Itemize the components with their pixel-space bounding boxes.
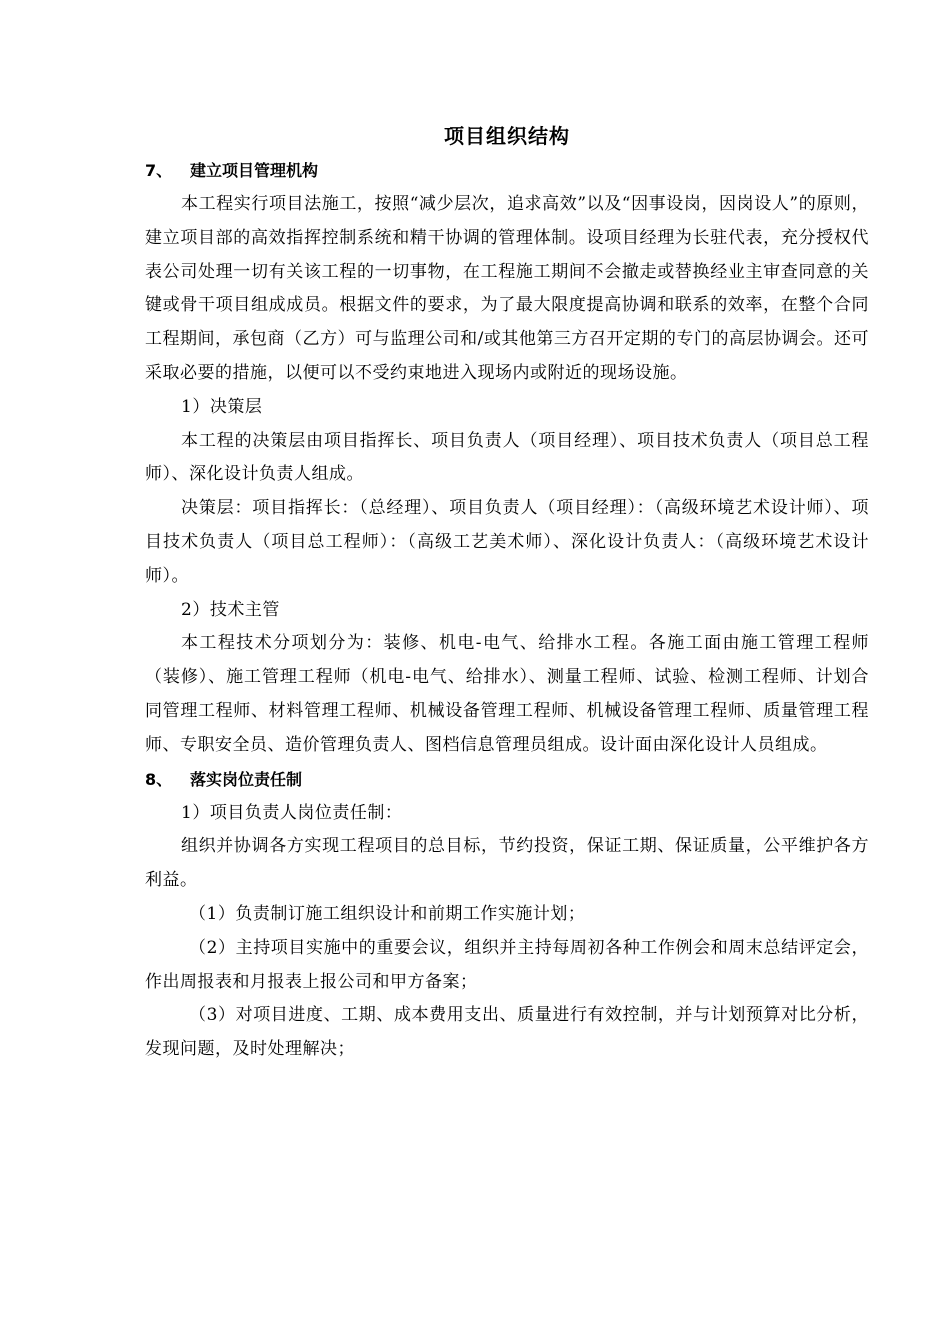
- duty-item: （1）负责制订施工组织设计和前期工作实施计划；: [189, 903, 586, 924]
- section-8-heading: [145, 763, 869, 797]
- section-7-heading: [145, 154, 869, 188]
- page-content: [145, 118, 869, 1067]
- tech-lead-heading: 2）技术主管: [181, 599, 280, 620]
- section-7-title: 建立项目管理机构: [190, 161, 319, 180]
- duty-item: （2）主持项目实施中的重要会议，组织并主持每周初各种工作例会和周末总结评定会，作出周报表和月报表上报公司和甲方备案；: [145, 937, 869, 992]
- section-8-title: 落实岗位责任制: [190, 769, 303, 789]
- page-title: 项目组织结构: [444, 124, 570, 148]
- section-7-number: 7、: [145, 161, 173, 180]
- decision-layer-heading: 1）决策层: [181, 396, 263, 417]
- pm-responsibility-text: 组织并协调各方实现工程项目的总目标，节约投资，保证工期、保证质量，公平维护各方利益。: [145, 836, 869, 891]
- decision-layer-text: 本工程的决策层由项目指挥长、项目负责人（项目经理）、项目技术负责人（项目总工程师）、深化设计负责人组成。: [145, 430, 869, 485]
- tech-lead-text: 本工程技术分项划分为：装修、机电-电气、给排水工程。各施工面由施工管理工程师（装修）、施工管理工程师（机电-电气、给排水）、测量工程师、试验、检测工程师、计划合同管理工程师、材料管理工程师、机械设备管理工程师、机械设备管理工程师、质量管理工程师、专职安全员、造价管理负责人、图档信息管理员组成。设计面由深化设计人员组成。: [145, 633, 869, 755]
- section-7-intro: 本工程实行项目法施工，按照“减少层次，追求高效”以及“因事设岗，因岗设人”的原则，建立项目部的高效指挥控制系统和精干协调的管理体制。设项目经理为长驻代表，充分授权代表公司处理一切有关该工程的一切事物，在工程施工期间不会撤走或替换经业主审查同意的关键或骨干项目组成成员。根据文件的要求，为了最大限度提高协调和联系的效率，在整个合同工程期间，承包商（乙方）可与监理公司和/或其他第三方召开定期的专门的高层协调会。还可采取必要的措施，以便可以不受约束地进入现场内或附近的现场设施。: [145, 194, 869, 383]
- pm-responsibility-heading: 1）项目负责人岗位责任制：: [181, 802, 403, 823]
- duty-item: （3）对项目进度、工期、成本费用支出、质量进行有效控制，并与计划预算对比分析，发现问题，及时处理解决；: [145, 1005, 869, 1060]
- section-8-number: 8、: [145, 769, 173, 789]
- decision-layer-roles: 决策层：项目指挥长：（总经理）、项目负责人（项目经理）：（高级环境艺术设计师）、项目技术负责人（项目总工程师）：（高级工艺美术师）、深化设计负责人：（高级环境艺术设计师）。: [145, 498, 869, 586]
